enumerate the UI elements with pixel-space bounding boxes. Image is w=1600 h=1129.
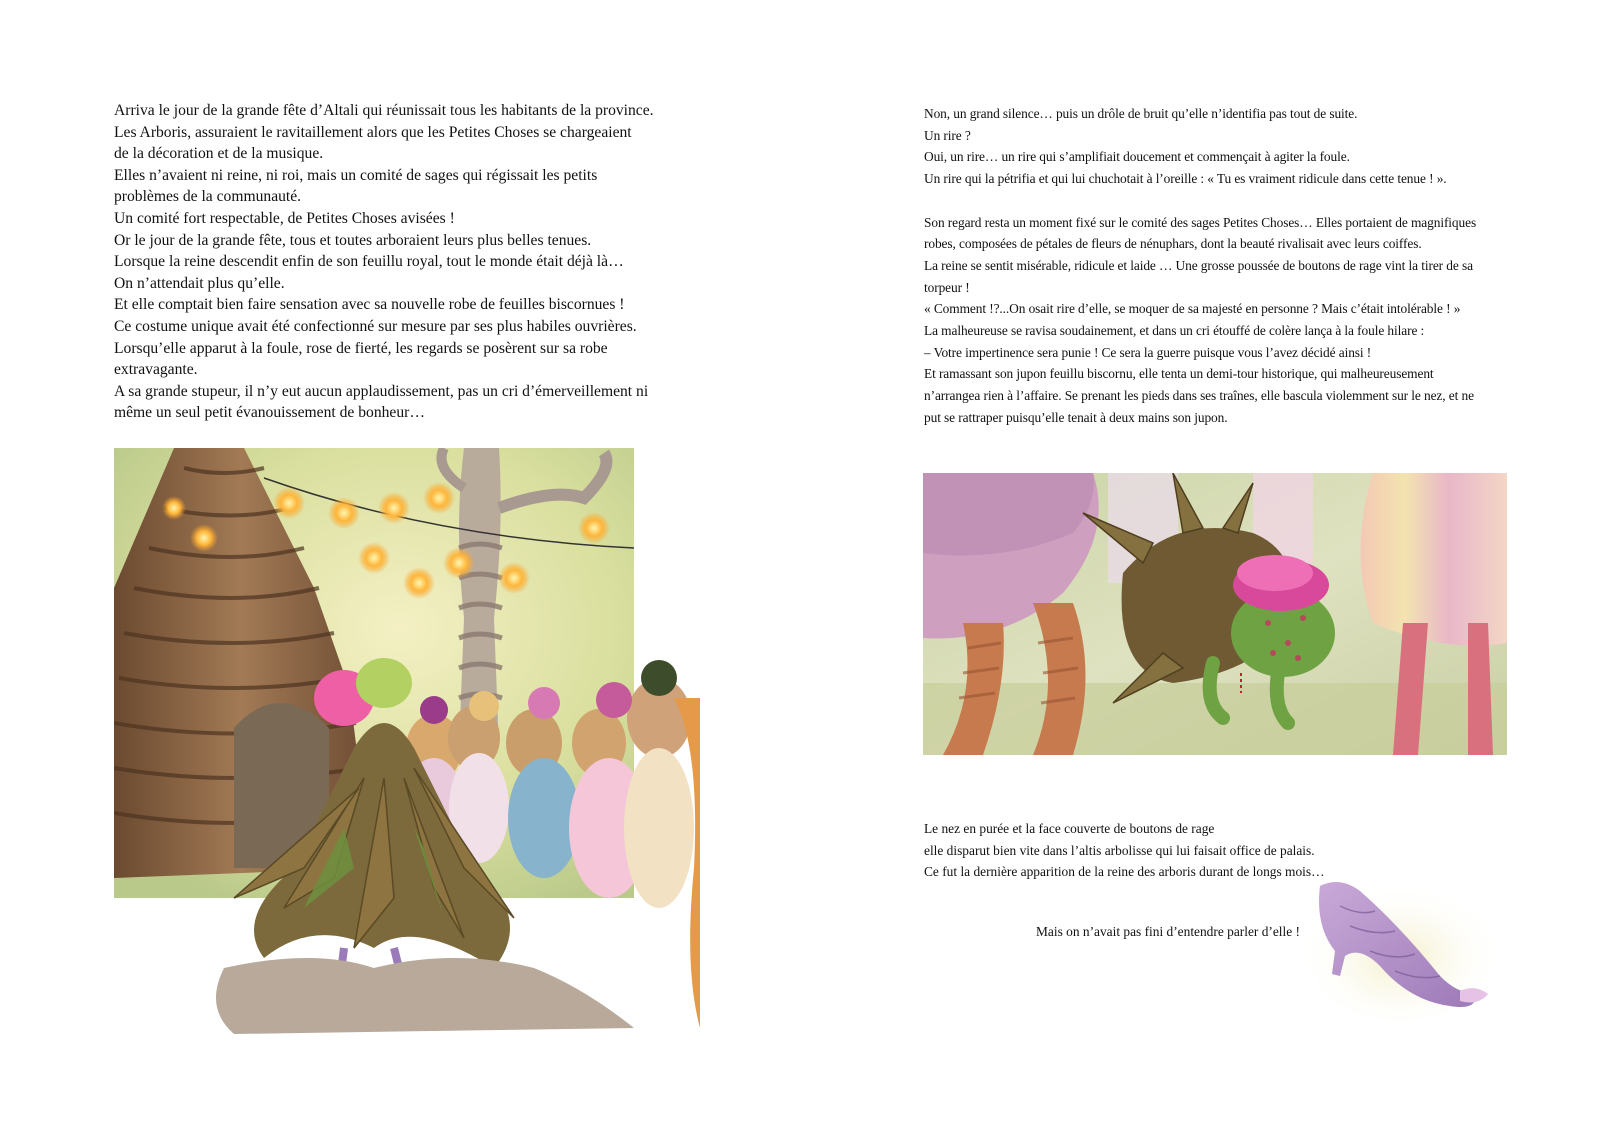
- text-line: Les Arboris, assuraient le ravitaillement alors que les Petites Choses se chargeaient: [114, 123, 632, 141]
- text-line: put se rattraper puisqu’elle tenait à deux mains son jupon.: [924, 409, 1228, 425]
- text-line: – Votre impertinence sera punie ! Ce sera la guerre puisque vous l’avez décidé ainsi !: [924, 344, 1372, 360]
- text-line: Son regard resta un moment fixé sur le comité des sages Petites Choses… Elles portaient de magnifiques: [924, 214, 1477, 230]
- closing-line: Mais on n’avait pas fini d’entendre parler d’elle !: [1036, 924, 1300, 939]
- text-line: « Comment !?...On osait rire d’elle, se moquer de sa majesté en personne ? Mais c’était intolérable ! »: [924, 301, 1461, 317]
- text-line: Lorsqu’elle apparut à la foule, rose de fierté, les regards se posèrent sur sa robe: [114, 339, 608, 357]
- text-line: Arriva le jour de la grande fête d’Altali qui réunissait tous les habitants de la province.: [114, 102, 654, 119]
- text-line: Un comité fort respectable, de Petites Choses avisées !: [114, 209, 455, 227]
- text-line: Un rire ?: [924, 127, 971, 143]
- text-line: robes, composées de pétales de fleurs de nénuphars, dont la beauté rivalisait avec leurs coiffes.: [924, 236, 1422, 252]
- text-line: de la décoration et de la musique.: [114, 145, 324, 163]
- text-line: Oui, un rire… un rire qui s’amplifiait doucement et commençait à agiter la foule.: [924, 149, 1350, 165]
- text-line: Ce costume unique avait été confectionné sur mesure par ses plus habiles ouvrières.: [114, 317, 637, 335]
- text-line: Le nez en purée et la face couverte de boutons de rage: [924, 821, 1215, 836]
- text-line: même un seul petit évanouissement de bonheur…: [114, 404, 425, 422]
- text-line: A sa grande stupeur, il n’y eut aucun applaudissement, pas un cri d’émerveillement ni: [114, 382, 649, 400]
- text-line: La reine se sentit misérable, ridicule et laide … Une grosse poussée de boutons de rage vint la tirer de sa: [924, 257, 1473, 273]
- text-line: n’arrangea rien à l’affaire. Se prenant les pieds dans ses traînes, elle bascula violemment sur le nez, et ne: [924, 388, 1474, 404]
- text-line: Un rire qui la pétrifia et qui lui chuchotait à l’oreille : « Tu es vraiment ridicule dans cette tenue ! ».: [924, 171, 1447, 187]
- left-page-text: [114, 100, 734, 424]
- falling-queen-illustration: [923, 473, 1507, 755]
- festival-illustration: [114, 448, 700, 1034]
- text-line: Et elle comptait bien faire sensation avec sa nouvelle robe de feuilles biscornues !: [114, 296, 625, 314]
- text-line: La malheureuse se ravisa soudainement, et dans un cri étouffé de colère lança à la foule hilare :: [924, 323, 1425, 339]
- text-line: Non, un grand silence… puis un drôle de bruit qu’elle n’identifia pas tout de suite.: [924, 106, 1358, 121]
- right-page: [800, 0, 1600, 1129]
- text-line: Elles n’avaient ni reine, ni roi, mais un comité de sages qui régissait les petits: [114, 166, 598, 184]
- text-line: On n’attendait plus qu’elle.: [114, 274, 285, 292]
- paragraph-gap: [924, 190, 1544, 212]
- text-line: Lorsque la reine descendit enfin de son feuillu royal, tout le monde était déjà là…: [114, 253, 624, 271]
- text-line: Or le jour de la grande fête, tous et toutes arboraient leurs plus belles tenues.: [114, 231, 592, 249]
- text-line: extravagante.: [114, 361, 198, 379]
- right-page-text: [924, 103, 1544, 429]
- text-line: Ce fut la dernière apparition de la reine des arboris durant de longs mois…: [924, 864, 1325, 880]
- text-line: torpeur !: [924, 279, 970, 295]
- text-line: Et ramassant son jupon feuillu biscornu, elle tenta un demi-tour historique, qui malheureusement: [924, 366, 1434, 382]
- slipper-illustration: [1300, 866, 1500, 1031]
- text-line: elle disparut bien vite dans l’altis arbolisse qui lui faisait office de palais.: [924, 842, 1315, 858]
- text-line: problèmes de la communauté.: [114, 188, 302, 206]
